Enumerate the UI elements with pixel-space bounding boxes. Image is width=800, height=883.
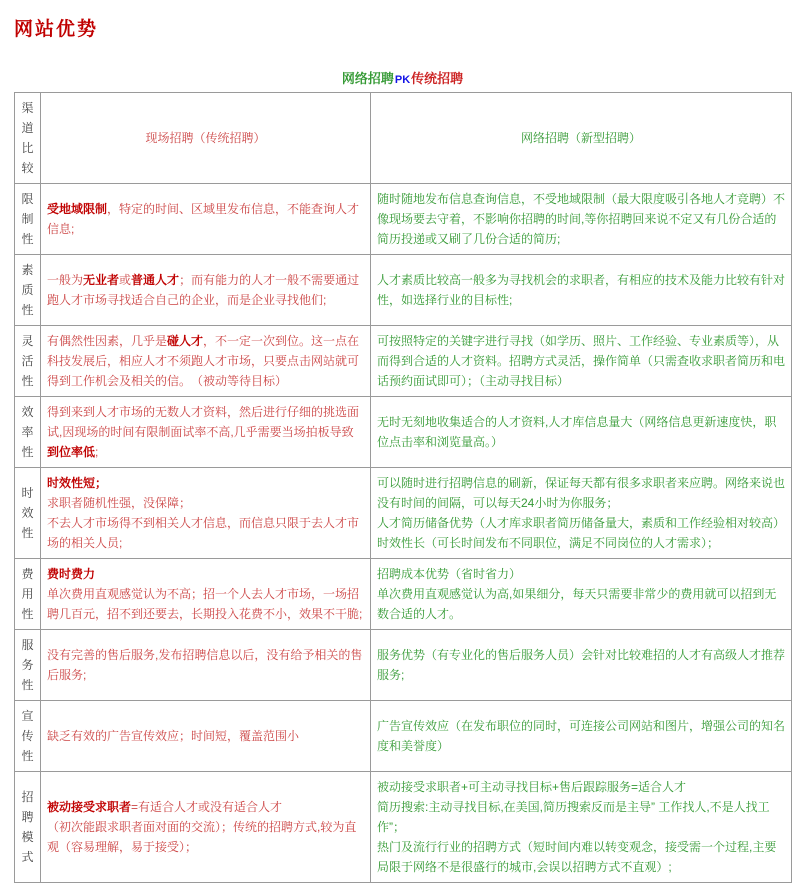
table-row [15,255,792,326]
text-line: 随时随地发布信息查询信息，不受地域限制（最大限度吸引各地人才竞聘）不像现场要去守着，不影响你招聘的时间,等你招聘回来说不定又有几份合适的简历投递或又刷了几份合适的简历; [377,192,786,246]
traditional-cell [41,468,371,559]
text-line: 被动接受求职者+可主动寻找目标+售后跟踪服务=适合人才 [377,780,687,794]
online-cell [371,630,792,701]
traditional-cell [41,397,371,468]
text-line: 缺乏有效的广告宣传效应；时间短，覆盖范围小 [47,729,300,743]
table-row [15,184,792,255]
traditional-cell [41,559,371,630]
text-line: 一般为无业者或普通人才；而有能力的人才一般不需要通过跑人才市场寻找适合自己的企业，而是企业寻找他们; [47,273,360,307]
traditional-cell [41,630,371,701]
comparison-table [14,92,792,883]
table-caption [14,68,791,87]
online-cell [371,255,792,326]
text-line: 可按照特定的关键字进行寻找（如学历、照片、工作经验、专业素质等），从而得到合适的人才资料。招聘方式灵活，操作简单（只需查收求职者简历和电话预约面试即可）；（主动寻找目标） [377,334,786,388]
row-label: 限制性 [15,184,41,255]
caption-traditional-part: 传统招聘 [411,71,464,86]
text-line: 广告宣传效应（在发布职位的同时，可连接公司网站和图片，增强公司的知名度和美誉度） [377,719,786,753]
text-line: 有偶然性因素，几乎是碰人才，不一定一次到位。这一点在科技发展后，相应人才不须跑人才市场，只要点击网站就可得到工作机会及相关的信。 （被动等待目标） [47,334,360,388]
header-row [15,93,792,184]
row-label: 招聘模式 [15,772,41,883]
text-line: 受地域限制，特定的时间、区域里发布信息，不能查询人才信息; [47,202,360,236]
text-line: 无时无刻地收集适合的人才资料,人才库信息量大（网络信息更新速度快，职位点击率和浏览量高。） [377,415,777,449]
table-row [15,630,792,701]
text-line: 单次费用直观感觉认为高,如果细分，每天只需要非常少的费用就可以招到无数合适的人才。 [377,587,777,621]
text-line: 热门及流行行业的招聘方式（短时间内难以转变观念，接受需一个过程,主要局限于网络不是很盛行的城市,会误以招聘方式不直观）; [377,840,777,874]
row-label: 灵活性 [15,326,41,397]
traditional-cell [41,326,371,397]
text-line: 被动接受求职者=有适合人才或没有适合人才 [47,800,283,814]
row-label: 服务性 [15,630,41,701]
online-cell [371,772,792,883]
text-line: 费时费力 [47,567,96,581]
row-label: 效率性 [15,397,41,468]
online-cell [371,397,792,468]
table-row [15,772,792,883]
table-row [15,701,792,772]
row-label: 费用性 [15,559,41,630]
row-label: 时效性 [15,468,41,559]
text-line: 服务优势（有专业化的售后服务人员）会针对比较难招的人才有高级人才推荐服务; [377,648,786,682]
traditional-cell [41,184,371,255]
text-line: 得到来到人才市场的无数人才资料，然后进行仔细的挑选面试,因现场的时间有限制面试率不高,几乎需要当场拍板导致到位率低; [47,405,360,459]
table-row [15,397,792,468]
text-line: 人才素质比较高一般多为寻找机会的求职者，有相应的技术及能力比较有针对性，如选择行业的目标性; [377,273,786,307]
traditional-cell [41,255,371,326]
text-line: 没有完善的售后服务,发布招聘信息以后，没有给予相关的售后服务; [47,648,363,682]
row-label: 宣传性 [15,701,41,772]
traditional-cell [41,772,371,883]
table-row [15,559,792,630]
header-channel-label: 渠道比较 [15,93,41,184]
text-line: （初次能跟求职者面对面的交流）；传统的招聘方式,较为直观（容易理解，易于接受）； [47,820,357,854]
text-line: 可以随时进行招聘信息的刷新，保证每天都有很多求职者来应聘。网络来说也没有时间的间隔，可以每天24小时为你服务； [377,476,786,510]
caption-pk-part: PK [394,74,411,86]
online-cell [371,559,792,630]
table-row [15,326,792,397]
text-line: 求职者随机性强，没保障； [47,496,192,510]
header-online: 网络招聘（新型招聘） [371,93,792,184]
traditional-cell [41,701,371,772]
text-line: 简历搜索:主动寻找目标,在美国,简历搜索反而是主导” 工作找人,不是人找工作”； [377,800,770,834]
table-row [15,468,792,559]
text-line: 招聘成本优势（省时省力） [377,567,522,581]
text-line: 时效性短； [47,476,108,490]
header-traditional: 现场招聘（传统招聘） [41,93,371,184]
text-line: 人才简历储备优势（人才库求职者简历储备量大，素质和工作经验相对较高）时效性长（可长时间发布不同职位，满足不同岗位的人才需求）； [377,516,786,550]
online-cell [371,701,792,772]
text-line: 单次费用直观感觉认为不高；招一个人去人才市场，一场招聘几百元，招不到还要去，长期投入花费不小，效果不干脆; [47,587,363,621]
row-label: 素质性 [15,255,41,326]
online-cell [371,184,792,255]
online-cell [371,326,792,397]
online-cell [371,468,792,559]
caption-online-part: 网络招聘 [341,71,394,86]
page-title: 网站优势 [14,19,99,40]
text-line: 不去人才市场得不到相关人才信息，而信息只限于去人才市场的相关人员; [47,516,360,550]
